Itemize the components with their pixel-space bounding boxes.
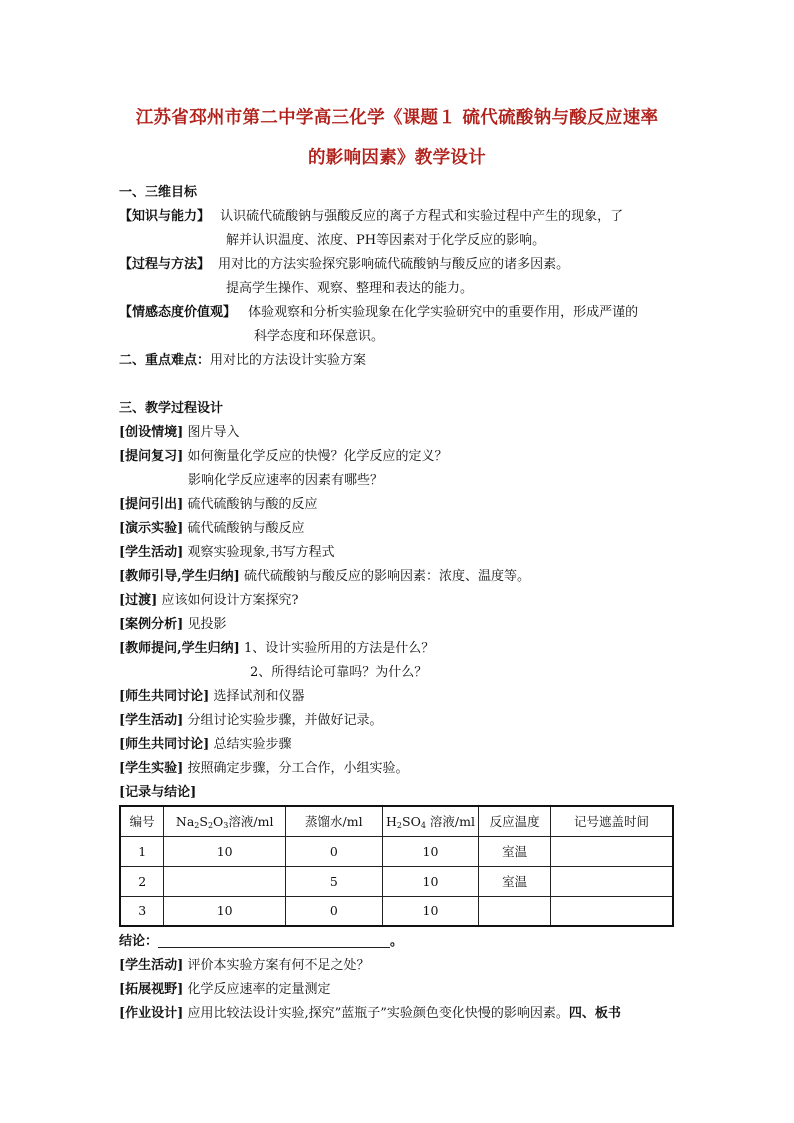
table-header-cell: $Na_2S_2O_3$溶液/ml [164, 806, 286, 836]
item-text: 按照确定步骤，分工合作，小组实验。 [187, 761, 409, 776]
process-item [119, 616, 226, 634]
item-text: 应用比较法设计实验,探究”蓝瓶子”实验颜色变化快慢的影响因素。 [187, 1006, 569, 1021]
item-tag: [提问引出] [119, 497, 184, 512]
item-tag: [记录与结论] [119, 785, 197, 800]
item-tag: [演示实验] [119, 521, 184, 536]
knowledge-tag: 【知识与能力】 [119, 209, 211, 224]
item-tag: [案例分析] [119, 617, 184, 632]
item-text: 评价本实验方案有何不足之处？ [187, 958, 370, 973]
table-header-cell: 编号 [120, 806, 164, 836]
conclusion-end: 。 [390, 934, 404, 949]
knowledge-text2: 解并认识温度、浓度、PH等因素对于化学反应的影响。 [226, 233, 546, 248]
process-item [119, 640, 434, 658]
table-header-row [120, 806, 673, 836]
table-cell [551, 896, 673, 926]
emotion-text2: 科学态度和环保意识。 [254, 329, 385, 344]
emotion-tag: 【情感态度价值观】 [119, 305, 237, 320]
item-tag: [过渡] [119, 593, 158, 608]
process-item [119, 520, 304, 538]
table-header-cell: 反应温度 [479, 806, 551, 836]
table-row [120, 866, 673, 896]
table-cell: 10 [164, 836, 286, 866]
table-cell [551, 836, 673, 866]
section1-heading: 一、三维目标 [119, 185, 198, 200]
item-text: 图片导入 [187, 425, 240, 440]
table-cell: 0 [285, 896, 382, 926]
table-cell: 10 [382, 896, 479, 926]
item-tag: [创设情境] [119, 425, 184, 440]
item-text: 1、设计实验所用的方法是什么？ [243, 641, 435, 656]
knowledge-line1 [119, 208, 623, 226]
table-cell: 10 [382, 836, 479, 866]
after-item [119, 981, 330, 999]
process-item [119, 448, 447, 466]
table-cell [479, 896, 551, 926]
process-item [119, 712, 382, 730]
conclusion-label: 结论： [119, 934, 159, 949]
item-text: 硫代硫酸钠与酸的反应 [187, 497, 318, 512]
item-text: 应该如何设计方案探究? [161, 593, 299, 608]
process-text1: 用对比的方法实验探究影响硫代硫酸钠与酸反应的诸多因素。 [218, 257, 570, 272]
table-header-cell: 蒸馏水/ml [285, 806, 382, 836]
item-text: 总结实验步骤 [213, 737, 292, 752]
table-cell [164, 866, 286, 896]
process-tag: 【过程与方法】 [119, 257, 211, 272]
table-cell: 室温 [479, 836, 551, 866]
item-tag: [学生实验] [119, 761, 184, 776]
item-text: 硫代硫酸钠与酸反应的影响因素：浓度、温度等。 [243, 569, 530, 584]
item-text: 观察实验现象,书写方程式 [187, 545, 335, 560]
process-item [119, 688, 304, 706]
process-item [119, 424, 239, 442]
table-cell: 3 [120, 896, 164, 926]
item-tag: [拓展视野] [119, 982, 184, 997]
item-text: 见投影 [187, 617, 227, 632]
table-cell: 0 [285, 836, 382, 866]
item-tail: 四、板书 [568, 1006, 621, 1021]
item-tag: [教师提问,学生归纳] [119, 641, 240, 656]
conclusion-blank [158, 935, 390, 948]
after-item [119, 1005, 621, 1023]
process-item [119, 544, 335, 562]
item-tag: [作业设计] [119, 1006, 184, 1021]
process-item [119, 760, 408, 778]
table-cell: 10 [164, 896, 286, 926]
table-row [120, 836, 673, 866]
item-tag: [师生共同讨论] [119, 689, 210, 704]
document-title-line1: 江苏省邳州市第二中学高三化学《课题１ 硫代硫酸钠与酸反应速率 [135, 108, 659, 128]
item-tag: [提问复习] [119, 449, 184, 464]
item-tag: [师生共同讨论] [119, 737, 210, 752]
section3-heading: 三、教学过程设计 [119, 401, 224, 416]
table-header-cell: $H_2SO_4$ 溶液/ml [382, 806, 479, 836]
table-cell: 5 [285, 866, 382, 896]
knowledge-text1: 认识硫代硫酸钠与强酸反应的离子方程式和实验过程中产生的现象，了 [220, 209, 624, 224]
item-text: 化学反应速率的定量测定 [187, 982, 331, 997]
table-cell: 10 [382, 866, 479, 896]
table-header-cell: 记号遮盖时间 [551, 806, 673, 836]
table-row [120, 896, 673, 926]
conclusion-line [119, 933, 403, 951]
emotion-line1 [119, 304, 638, 322]
process-item [119, 568, 530, 586]
section2-text: 用对比的方法设计实验方案 [210, 353, 367, 368]
table-cell: 2 [120, 866, 164, 896]
item-text: 硫代硫酸钠与酸反应 [187, 521, 305, 536]
process-item [119, 784, 196, 802]
section2-heading: 二、重点难点： [119, 353, 211, 368]
process-item-continued: 影响化学反应速率的因素有哪些？ [188, 473, 384, 488]
document-title-line2: 的影响因素》教学设计 [308, 148, 486, 168]
process-item [119, 496, 317, 514]
table-cell [551, 866, 673, 896]
item-text: 选择试剂和仪器 [213, 689, 305, 704]
process-item [119, 736, 291, 754]
record-table [119, 805, 674, 927]
item-text: 分组讨论实验步骤，并做好记录。 [187, 713, 383, 728]
item-tag: [学生活动] [119, 713, 184, 728]
process-item-continued: 2、所得结论可靠吗？为什么？ [250, 665, 428, 680]
process-line1 [119, 256, 569, 274]
table-cell: 室温 [479, 866, 551, 896]
item-tag: [学生活动] [119, 545, 184, 560]
table-cell: 1 [120, 836, 164, 866]
item-tag: [教师引导,学生归纳] [119, 569, 240, 584]
section2-line [119, 352, 366, 370]
item-tag: [学生活动] [119, 958, 184, 973]
process-text2: 提高学生操作、观察、整理和表达的能力。 [226, 281, 474, 296]
after-item [119, 957, 369, 975]
emotion-text1: 体验观察和分析实验现象在化学实验研究中的重要作用，形成严谨的 [248, 305, 639, 320]
process-item [119, 592, 298, 610]
item-text: 如何衡量化学反应的快慢？化学反应的定义？ [187, 449, 448, 464]
